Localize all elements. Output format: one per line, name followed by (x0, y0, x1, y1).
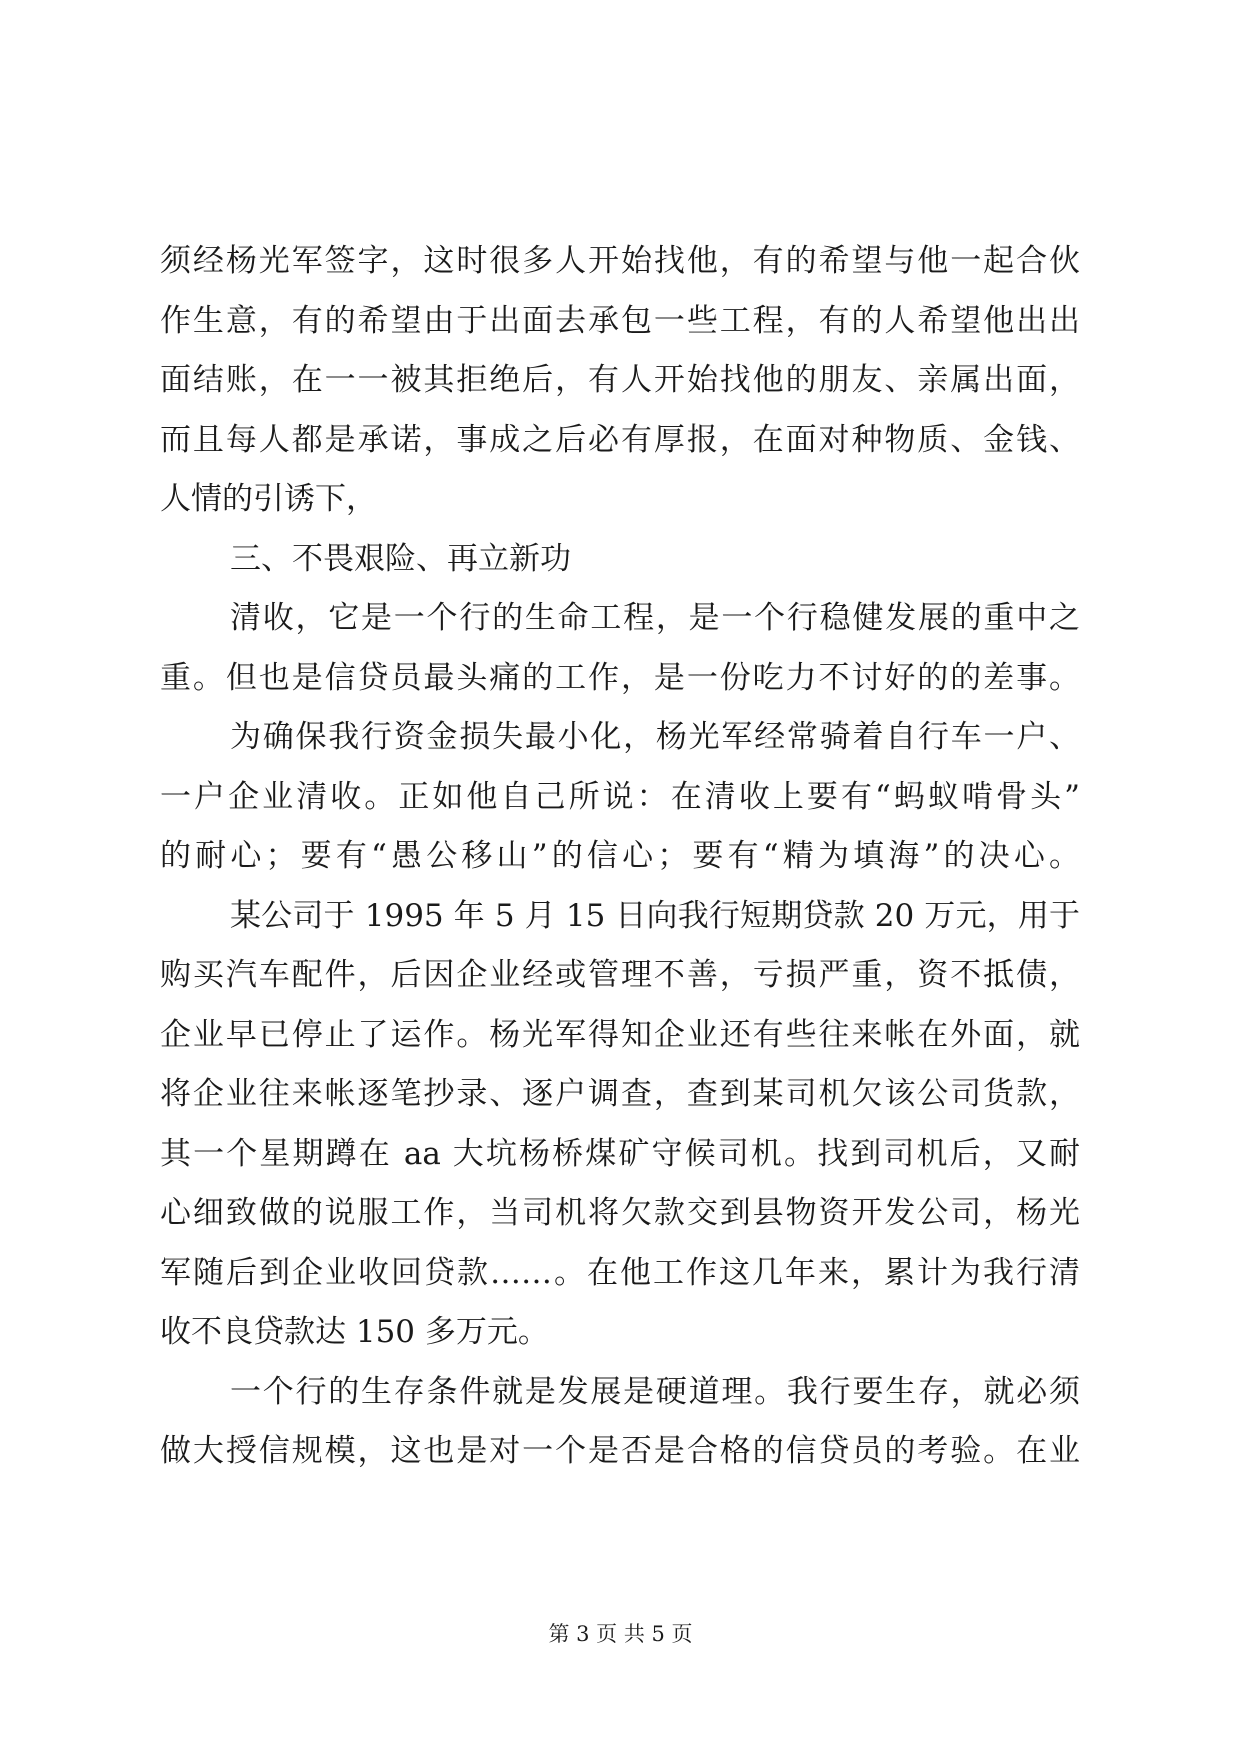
paragraph-line: 做大授信规模，这也是对一个是否是合格的信贷员的考验。在业 (160, 1433, 1080, 1469)
paragraph-line: 清收，它是一个行的生命工程，是一个行稳健发展的重中之 (230, 600, 1080, 636)
page-footer: 第 3 页 共 5 页 (548, 1622, 693, 1646)
paragraph-line: 其一个星期蹲在 aa 大坑杨桥煤矿守候司机。找到司机后，又耐 (160, 1135, 1080, 1172)
paragraph-line: 人情的引诱下， (160, 481, 377, 517)
paragraph-line: 某公司于 1995 年 5 月 15 日向我行短期贷款 20 万元，用于 (230, 897, 1080, 934)
document-body (160, 232, 1080, 1482)
paragraph-line: 须经杨光军签字，这时很多人开始找他，有的希望与他一起合伙 (160, 243, 1080, 279)
paragraph-line: 购买汽车配件，后因企业经或管理不善，亏损严重，资不抵债， (160, 957, 1080, 993)
paragraph-line: 一个行的生存条件就是发展是硬道理。我行要生存，就必须 (230, 1373, 1080, 1410)
paragraph-line: 重。但也是信贷员最头痛的工作，是一份吃力不讨好的的差事。 (160, 659, 1080, 696)
paragraph-line: 一户企业清收。正如他自己所说：在清收上要有“蚂蚁啃骨头” (160, 778, 1080, 815)
paragraph-line: 作生意，有的希望由于出面去承包一些工程，有的人希望他出出 (160, 302, 1080, 339)
paragraph-line: 收不良贷款达 150 多万元。 (160, 1314, 549, 1350)
paragraph-line: 的耐心；要有“愚公移山”的信心；要有“精为填海”的决心。 (160, 838, 1080, 874)
paragraph-line: 军随后到企业收回贷款……。在他工作这几年来，累计为我行清 (160, 1254, 1080, 1291)
paragraph-line: 而且每人都是承诺，事成之后必有厚报，在面对种物质、金钱、 (160, 421, 1080, 458)
paragraph-line: 为确保我行资金损失最小化，杨光军经常骑着自行车一户、 (230, 719, 1080, 755)
paragraph-line: 心细致做的说服工作，当司机将欠款交到县物资开发公司，杨光 (160, 1195, 1080, 1231)
paragraph-line: 面结账，在一一被其拒绝后，有人开始找他的朋友、亲属出面， (160, 362, 1080, 398)
paragraph-line: 将企业往来帐逐笔抄录、逐户调查，查到某司机欠该公司货款， (160, 1076, 1080, 1112)
paragraph-line: 企业早已停止了运作。杨光军得知企业还有些往来帐在外面，就 (160, 1016, 1080, 1053)
section-heading: 三、不畏艰险、再立新功 (230, 540, 571, 577)
